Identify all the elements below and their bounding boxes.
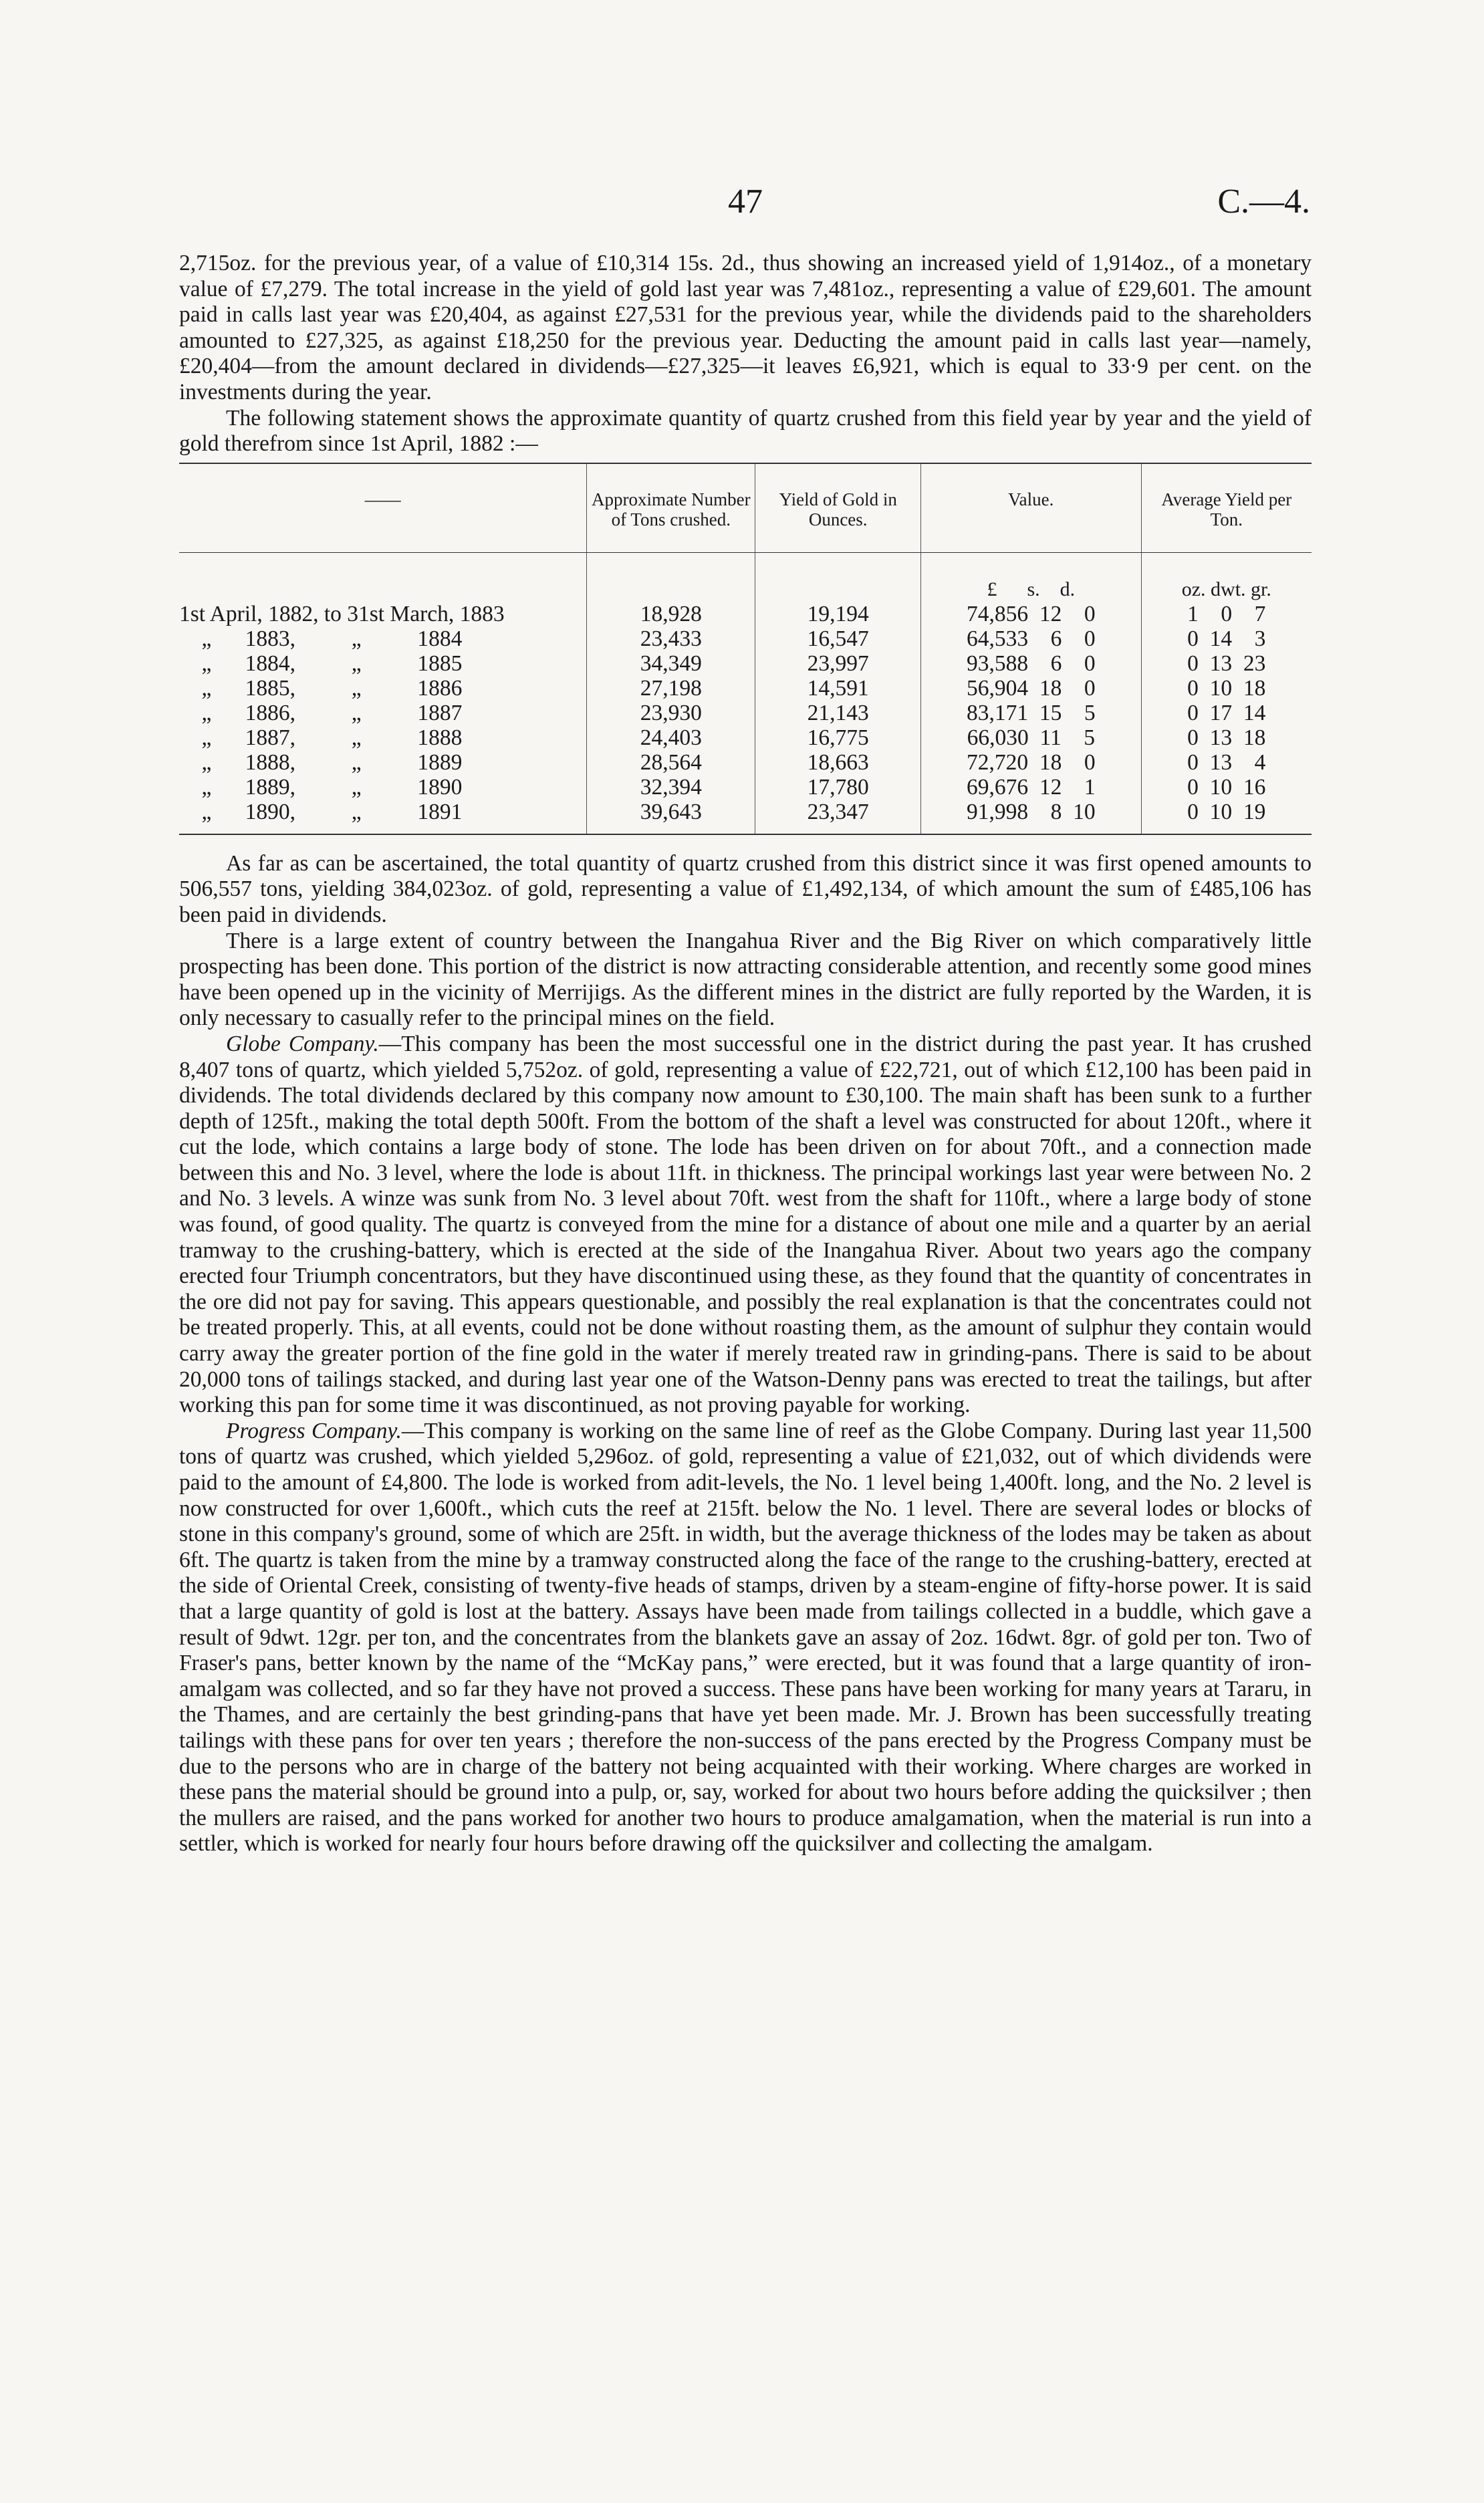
cell-period: „ 1888, „ 1889	[179, 749, 463, 775]
cell-ounces: 23,347	[755, 800, 921, 834]
cell-ounces: 19,194	[755, 602, 921, 626]
paragraph-continuation: 2,715oz. for the previous year, of a value of £10,314 15s. 2d., thus showing an increased yield of 1,914oz., of a monetary value of £7,279. The total increase in the yield of gold last year was 7,481oz., representing a value of £29,601. The amount paid in calls last year was £20,404, as against £27,531 for the previous year, while the dividends paid to the shareholders amounted to £27,325, as against £18,250 for the previous year. Deducting the amount paid in calls last year—namely, £20,404—from the amount declared in dividends—£27,325—it leaves £6,921, which is equal to 33·9 per cent. on the investments during the year.	[179, 251, 1312, 404]
header-period: ——	[179, 463, 587, 553]
cell-tons: 28,564	[587, 750, 755, 775]
cell-tons: 23,433	[587, 626, 755, 651]
page-content	[179, 251, 1312, 1857]
cell-ounces: 21,143	[755, 701, 921, 725]
cell-tons: 23,930	[587, 701, 755, 725]
page-number: 47	[728, 183, 763, 221]
header-average: Average Yield per Ton.	[1141, 463, 1312, 553]
cell-value: 64,533 6 0	[920, 626, 1141, 651]
document-reference: C.—4.	[1217, 183, 1310, 221]
cell-ounces: 17,780	[755, 775, 921, 800]
paragraph-district: There is a large extent of country between the Inangahua River and the Big River on which comparatively little prospecting has been done. This portion of the district is now attracting considerable attention, and recently some good mines have been opened up in the vicinity of Merrijigs. As the different mines in the district are fully reported by the Warden, it is only necessary to casually refer to the principal mines on the field.	[179, 928, 1312, 1031]
cell-ounces: 16,775	[755, 725, 921, 750]
cell-value: 91,998 8 10	[920, 800, 1141, 834]
paragraph-table-intro: The following statement shows the approximate quantity of quartz crushed from this field year by year and the yield of gold therefrom since 1st April, 1882 :—	[179, 405, 1312, 457]
cell-average: 0 13 23	[1141, 651, 1312, 676]
cell-tons: 27,198	[587, 676, 755, 701]
units-row	[179, 552, 1312, 602]
cell-average: 0 13 18	[1141, 725, 1312, 750]
cell-period: „ 1886, „ 1887	[179, 700, 463, 725]
table-row	[179, 701, 1312, 725]
cell-tons: 32,394	[587, 775, 755, 800]
cell-tons: 24,403	[587, 725, 755, 750]
cell-period: „ 1889, „ 1890	[179, 774, 463, 800]
table-row	[179, 676, 1312, 701]
table-row	[179, 626, 1312, 651]
progress-company-title: Progress Company.	[226, 1418, 402, 1443]
cell-value: 66,030 11 5	[920, 725, 1141, 750]
cell-average: 0 10 19	[1141, 800, 1312, 834]
table-row	[179, 725, 1312, 750]
cell-value: 72,720 18 0	[920, 750, 1141, 775]
average-units: oz. dwt. gr.	[1141, 552, 1312, 602]
cell-average: 0 17 14	[1141, 701, 1312, 725]
table-row	[179, 651, 1312, 676]
cell-average: 0 10 16	[1141, 775, 1312, 800]
cell-value: 83,171 15 5	[920, 701, 1141, 725]
cell-ounces: 16,547	[755, 626, 921, 651]
value-units: £ s. d.	[920, 552, 1141, 602]
paragraph-total: As far as can be ascertained, the total quantity of quartz crushed from this district since it was first opened amounts to 506,557 tons, yielding 384,023oz. of gold, representing a value of £1,492,134, of which amount the sum of £485,106 has been paid in dividends.	[179, 850, 1312, 927]
paragraph-globe-company	[179, 1032, 1312, 1419]
table-row	[179, 775, 1312, 800]
header-value: Value.	[920, 463, 1141, 553]
cell-ounces: 14,591	[755, 676, 921, 701]
paragraph-progress-company	[179, 1419, 1312, 1857]
cell-average: 1 0 7	[1141, 602, 1312, 626]
cell-tons: 39,643	[587, 800, 755, 834]
cell-period: „ 1890, „ 1891	[179, 799, 463, 824]
cell-value: 93,588 6 0	[920, 651, 1141, 676]
globe-company-title: Globe Company.	[226, 1031, 379, 1056]
table-row	[179, 750, 1312, 775]
cell-ounces: 18,663	[755, 750, 921, 775]
header-tons: Approximate Number of Tons crushed.	[587, 463, 755, 553]
globe-company-text: —This company has been the most successful one in the district during the past year. It has crushed 8,407 tons of quartz, which yielded 5,752oz. of gold, representing a value of £22,721, out of which £12,100 has been paid in dividends. The total dividends declared by this company now amount to £30,100. The main shaft has been sunk to a further depth of 125ft., making the total depth 500ft. From the bottom of the shaft a level was constructed for about 120ft., where it cut the lode, which contains a large body of stone. The lode has been driven on for about 70ft., and a connection made between this and No. 3 level, where the lode is about 11ft. in thickness. The principal workings last year were between No. 2 and No. 3 levels. A winze was sunk from No. 3 level about 70ft. west from the shaft for 110ft., where a large body of stone was found, of good quality. The quartz is conveyed from the mine for a distance of about one mile and a quarter by an aerial tramway to the crushing-battery, which is erected at the side of the Inangahua River. About two years ago the company erected four Triumph concentrators, but they have discontinued using these, as they found that the quantity of concentrates in the ore did not pay for saving. This appears questionable, and possibly the real explanation is that the concentrates could not be treated properly. This, at all events, could not be done without roasting them, as the amount of sulphur they contain would carry away the greater portion of the fine gold in the water if merely treated raw in grinding-pans. There is said to be about 20,000 tons of tailings stacked, and during last year one of the Watson-Denny pans was erected to treat the tailings, but after working this pan for some time it was discontinued, as not proving payable for working.	[179, 1031, 1312, 1418]
cell-period: „ 1883, „ 1884	[179, 626, 463, 651]
page-header	[180, 182, 1310, 222]
cell-average: 0 14 3	[1141, 626, 1312, 651]
cell-value: 69,676 12 1	[920, 775, 1141, 800]
cell-period: 1st April, 1882, to 31st March, 1883	[179, 601, 505, 626]
cell-value: 74,856 12 0	[920, 602, 1141, 626]
cell-tons: 18,928	[587, 602, 755, 626]
table-row	[179, 602, 1312, 626]
header-ounces: Yield of Gold in Ounces.	[755, 463, 921, 553]
cell-tons: 34,349	[587, 651, 755, 676]
cell-value: 56,904 18 0	[920, 676, 1141, 701]
table-header-row	[179, 463, 1312, 553]
cell-period: „ 1884, „ 1885	[179, 650, 463, 676]
table-row	[179, 800, 1312, 834]
cell-average: 0 10 18	[1141, 676, 1312, 701]
cell-average: 0 13 4	[1141, 750, 1312, 775]
progress-company-text: —This company is working on the same line of reef as the Globe Company. During last year 11,500 tons of quartz was crushed, which yielded 5,296oz. of gold, representing a value of £21,032, out of which dividends were paid to the amount of £4,800. The lode is worked from adit-levels, the No. 1 level being 1,400ft. long, and the No. 2 level is now constructed for over 1,600ft., which cuts the reef at 215ft. below the No. 1 level. There are several lodes or blocks of stone in this company's ground, some of which are 25ft. in width, but the average thickness of the lodes may be taken as about 6ft. The quartz is taken from the mine by a tramway constructed along the face of the range to the crushing-battery, erected at the side of Oriental Creek, consisting of twenty-five heads of stamps, driven by a steam-engine of fifty-horse power. It is said that a large quantity of gold is lost at the battery. Assays have been made from tailings collected in a buddle, which gave a result of 9dwt. 12gr. per ton, and the concentrates from the blankets gave an assay of 2oz. 16dwt. 8gr. of gold per ton. Two of Fraser's pans, better known by the name of the “McKay pans,” were erected, but it was found that a large quantity of iron-amalgam was collected, and so far they have not proved a success. These pans have been working for many years at Tararu, in the Thames, and are certainly the best grinding-pans that have yet been made. Mr. J. Brown has been successfully treating tailings with these pans for over ten years ; therefore the non-success of the pans erected by the Progress Company must be due to the persons who are in charge of the battery not being acquainted with their working. Where charges are worked in these pans the material should be ground into a pulp, or, say, worked for about two hours before adding the quicksilver ; then the mullers are raised, and the pans worked for another two hours to produce amalgamation, when the material is run into a settler, which is worked for nearly four hours before drawing off the quicksilver and collecting the amalgam.	[179, 1418, 1312, 1857]
cell-ounces: 23,997	[755, 651, 921, 676]
cell-period: „ 1885, „ 1886	[179, 675, 463, 701]
gold-yield-table	[179, 463, 1312, 835]
cell-period: „ 1887, „ 1888	[179, 725, 463, 750]
